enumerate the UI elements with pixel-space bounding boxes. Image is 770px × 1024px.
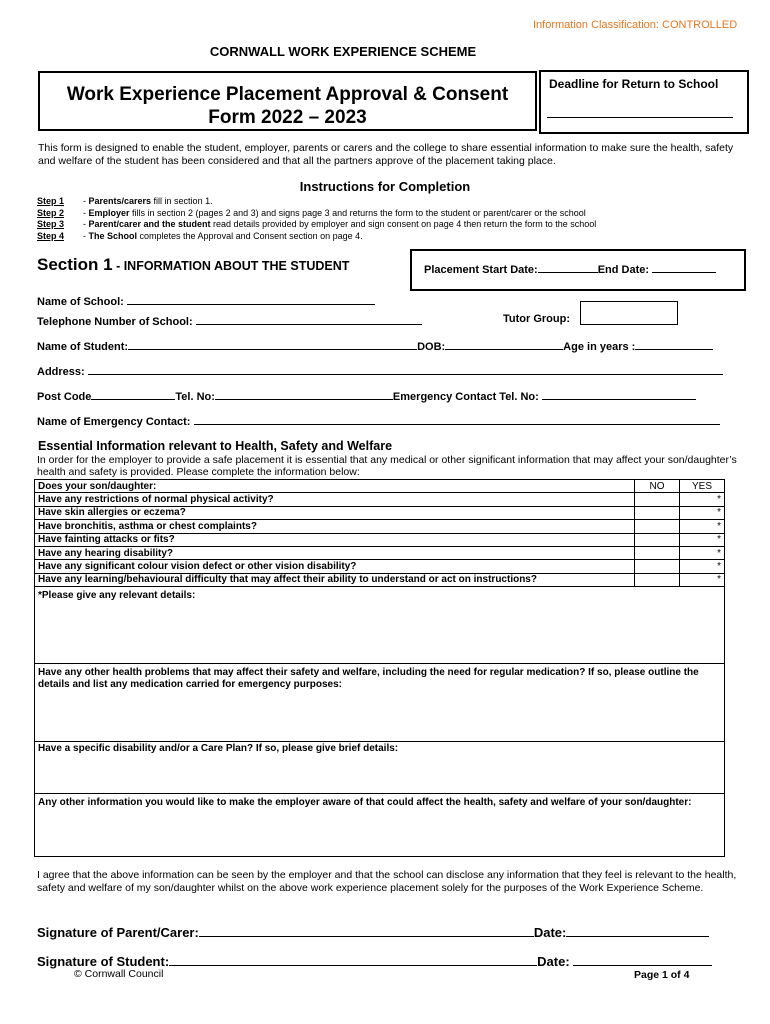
school-name-field[interactable]: [127, 293, 375, 305]
parent-signature-field[interactable]: [199, 923, 534, 937]
age-field[interactable]: [635, 338, 713, 350]
section1-subtitle: - INFORMATION ABOUT THE STUDENT: [112, 259, 350, 273]
yes-cell[interactable]: *: [680, 546, 725, 559]
placement-start-label: Placement Start Date:: [424, 264, 538, 276]
step-row: Step 2 - Employer fills in section 2 (pages 2 and 3) and signs page 3 and returns the form to the student or parent/carer or the school: [37, 207, 586, 218]
tutor-group-field[interactable]: [580, 301, 678, 325]
step-label: Step 1: [37, 196, 65, 206]
table-header-row: [35, 480, 725, 493]
step-row: Step 1 - Parents/carers fill in section 1.: [37, 196, 213, 206]
parent-signature-row: [37, 923, 709, 940]
instructions-heading: Instructions for Completion: [299, 179, 471, 194]
student-name-label: Name of Student:: [37, 341, 129, 353]
question-text: Have skin allergies or eczema?: [35, 506, 635, 519]
address-row: [37, 363, 723, 378]
yes-cell[interactable]: *: [680, 506, 725, 519]
table-row: [35, 520, 725, 533]
section1-title: Section 1: [37, 255, 113, 274]
tutor-group-label: Tutor Group:: [503, 313, 570, 325]
table-row: [35, 533, 725, 546]
page-number: Page 1 of 4: [634, 969, 690, 981]
student-date-field[interactable]: [573, 952, 712, 966]
yes-cell[interactable]: *: [680, 560, 725, 573]
scheme-title: CORNWALL WORK EXPERIENCE SCHEME: [209, 44, 477, 59]
step-text: fill in section 1.: [151, 196, 213, 206]
no-cell[interactable]: [635, 493, 680, 506]
step-label: Step 4: [37, 230, 65, 241]
table-row: [35, 506, 725, 519]
yes-cell[interactable]: *: [680, 533, 725, 546]
no-cell[interactable]: [635, 546, 680, 559]
step-text: read details provided by employer and sign consent on page 4 then return the form to the school: [210, 219, 597, 229]
emergency-tel-label: Emergency Contact Tel. No:: [392, 391, 539, 403]
date-label: Date:: [533, 925, 567, 940]
health-problems-prompt: Have any other health problems that may affect their safety and welfare, including the need for regular medication? If so, please outline the details and list any medication carried for emergency purposes:: [38, 667, 699, 690]
address-label: Address:: [37, 366, 85, 378]
step-text: fills in section 2 (pages 2 and 3) and signs page 3 and returns the form to the student or parent/carer or the school: [129, 207, 586, 218]
school-tel-field[interactable]: [196, 313, 422, 325]
step-actor: The School: [88, 230, 138, 241]
relevant-details-prompt: *Please give any relevant details:: [38, 590, 196, 601]
agreement-text: I agree that the above information can be seen by the employer and that the school can disclose any information that they feel is relevant to the health, safety and welfare of my son/daughter whilst on the above work experience placement solely for the purposes of the Work Experience Scheme.: [37, 869, 737, 894]
form-title-line2: Form 2022 – 2023: [208, 107, 367, 128]
date-label: Date:: [537, 954, 570, 969]
deadline-line[interactable]: [547, 117, 733, 118]
step-text: completes the Approval and Consent section on page 4.: [137, 230, 363, 241]
step-actor: Employer: [88, 207, 130, 218]
student-signature-label: Signature of Student:: [37, 954, 170, 969]
form-title-box: [38, 71, 537, 131]
placement-dates-box: [410, 249, 746, 291]
student-signature-field[interactable]: [169, 952, 537, 966]
question-text: Have any hearing disability?: [35, 546, 635, 559]
emergency-tel-field[interactable]: [542, 388, 696, 400]
table-row: [35, 546, 725, 559]
disability-prompt: Have a specific disability and/or a Care Plan? If so, please give brief details:: [38, 743, 399, 754]
tel-no-field[interactable]: [215, 388, 393, 400]
essential-heading: Essential Information relevant to Health, Safety and Welfare: [38, 439, 393, 453]
parent-date-field[interactable]: [566, 923, 709, 937]
student-row: [37, 338, 713, 353]
dob-label: DOB:: [417, 341, 446, 353]
no-cell[interactable]: [635, 533, 680, 546]
emergency-name-field[interactable]: [194, 413, 720, 425]
emergency-name-row: [37, 413, 720, 428]
question-text: Have any significant colour vision defect or other vision disability?: [35, 560, 635, 573]
no-cell[interactable]: [635, 560, 680, 573]
table-header: Does your son/daughter:: [35, 480, 635, 493]
section1-heading: [37, 255, 349, 275]
classification-label: Information Classification: CONTROLLED: [533, 19, 738, 31]
tel-no-label: Tel. No:: [175, 391, 215, 403]
school-name-row: [37, 293, 375, 308]
parent-signature-label: Signature of Parent/Carer:: [37, 925, 199, 940]
relevant-details-box[interactable]: [34, 587, 725, 664]
disability-box[interactable]: [34, 740, 725, 794]
other-info-box[interactable]: [34, 793, 725, 857]
no-cell[interactable]: [635, 520, 680, 533]
step-row: Step 3 - Parent/carer and the student read details provided by employer and sign consent on page 4 then return the form to the school: [37, 219, 597, 229]
end-date-label: End Date:: [597, 264, 650, 276]
no-cell[interactable]: [635, 573, 680, 586]
student-signature-row: [37, 952, 712, 969]
form-title-line1: Work Experience Placement Approval & Consent: [66, 84, 509, 105]
yes-cell[interactable]: *: [680, 520, 725, 533]
post-code-label: Post Code: [37, 391, 92, 403]
table-row: [35, 573, 725, 586]
step-actor: Parents/carers: [88, 196, 152, 206]
yes-cell[interactable]: *: [680, 493, 725, 506]
col-no-header: NO: [635, 480, 680, 493]
health-questions-table: [34, 479, 725, 587]
health-problems-box[interactable]: [34, 663, 725, 742]
question-text: Have any learning/behavioural difficulty that may affect their ability to understand or act on instructions?: [35, 573, 635, 586]
table-row: [35, 493, 725, 506]
col-yes-header: YES: [680, 480, 725, 493]
step-label: Step 3: [37, 219, 65, 229]
no-cell[interactable]: [635, 506, 680, 519]
question-text: Have any restrictions of normal physical activity?: [35, 493, 635, 506]
table-row: [35, 560, 725, 573]
dob-field[interactable]: [445, 338, 563, 350]
deadline-box[interactable]: [539, 70, 749, 134]
deadline-label: Deadline for Return to School: [549, 77, 719, 91]
placement-start-field[interactable]: [538, 261, 598, 273]
essential-text: In order for the employer to provide a safe placement it is essential that any medical or other significant information that may affect your son/daughter’s health and safety is provided. Please complete the information below:: [37, 454, 737, 478]
school-tel-row: [37, 313, 422, 328]
school-tel-label: Telephone Number of School:: [37, 316, 193, 328]
question-text: Have bronchitis, asthma or chest complaints?: [35, 520, 635, 533]
address-field[interactable]: [88, 363, 723, 375]
age-label: Age in years :: [563, 341, 636, 353]
postcode-row: [37, 388, 696, 403]
yes-cell[interactable]: *: [680, 573, 725, 586]
step-row: Step 4 - The School completes the Approval and Consent section on page 4.: [37, 230, 363, 241]
step-label: Step 2: [37, 207, 65, 218]
student-name-field[interactable]: [128, 338, 417, 350]
other-info-prompt: Any other information you would like to make the employer aware of that could affect the health, safety and welfare of your son/daughter:: [38, 797, 692, 808]
post-code-field[interactable]: [91, 388, 175, 400]
steps-list: [37, 196, 596, 242]
school-name-label: Name of School:: [37, 296, 124, 308]
step-actor: Parent/carer and the student: [88, 219, 211, 229]
intro-text: This form is designed to enable the student, employer, parents or carers and the college to share essential information to make sure the health, safety and welfare of the student has been considered and that all the partners approve of the placement taking place.: [38, 142, 734, 167]
end-date-field[interactable]: [652, 261, 716, 273]
emergency-name-label: Name of Emergency Contact:: [37, 416, 191, 428]
question-text: Have fainting attacks or fits?: [35, 533, 635, 546]
copyright: © Cornwall Council: [74, 968, 164, 980]
